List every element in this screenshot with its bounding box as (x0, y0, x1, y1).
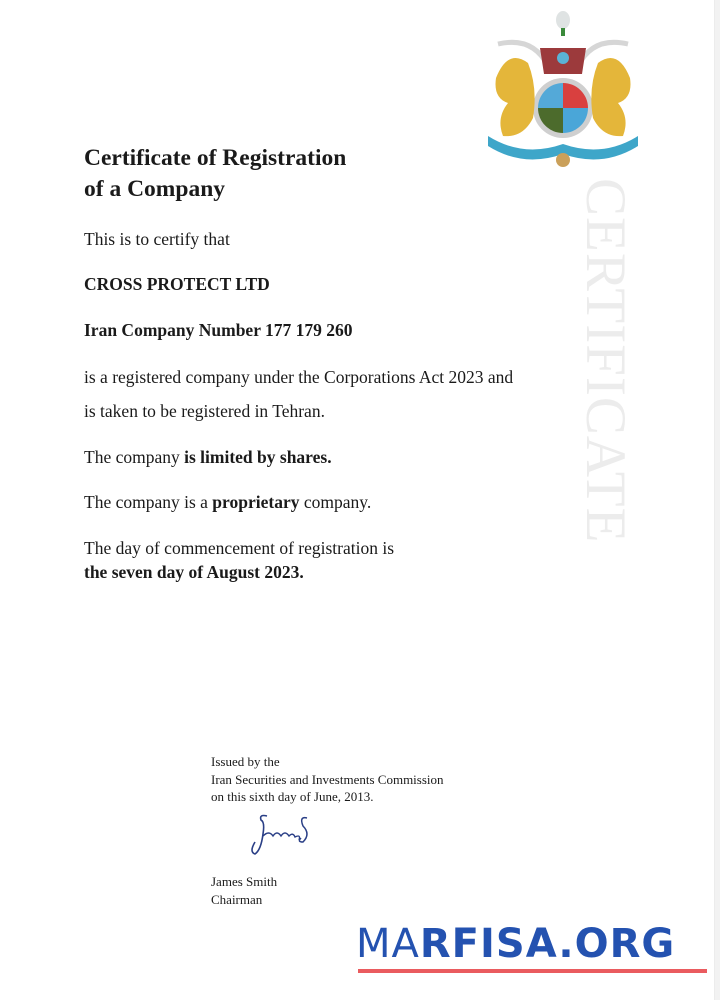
signature-icon (245, 812, 325, 858)
issued-line-1: Issued by the (211, 754, 280, 769)
registered-line-1: is a registered company under the Corporations Act 2023 and (84, 367, 514, 387)
registered-line-2: is taken to be registered in Tehran. (84, 401, 325, 421)
marfisa-brand-logo (356, 922, 675, 966)
proprietary-suffix: company. (299, 492, 372, 512)
certificate-title (84, 143, 346, 205)
brand-underline (358, 969, 707, 973)
signer-block (211, 873, 277, 908)
brand-part-1: MA (356, 921, 420, 967)
signer-title: Chairman (211, 891, 263, 907)
company-number: Iran Company Number 177 179 260 (84, 320, 353, 340)
limited-by-shares (84, 446, 332, 468)
certificate-watermark: CERTIFICATE (574, 178, 637, 544)
issued-line-2: Iran Securities and Investments Commission (211, 771, 444, 787)
coat-of-arms-icon (478, 8, 648, 170)
commencement-line-2: the seven day of August 2023. (84, 562, 304, 582)
title-line-2: of a Company (84, 176, 226, 202)
signer-name: James Smith (211, 874, 278, 889)
proprietary-bold: proprietary (212, 492, 300, 512)
proprietary-prefix: The company is a (84, 492, 213, 512)
title-line-1: Certificate of Registration (84, 145, 347, 171)
limited-bold: is limited by shares. (184, 447, 332, 467)
issued-line-3: on this sixth day of June, 2013. (211, 789, 374, 804)
page-edge (714, 0, 720, 1000)
issuance-block (211, 753, 444, 806)
commencement-line-1: The day of commencement of registration is (84, 538, 395, 558)
certify-intro: This is to certify that (84, 229, 230, 249)
brand-part-2: RFISA.ORG (419, 921, 676, 967)
proprietary-company (84, 491, 371, 513)
company-name: CROSS PROTECT LTD (84, 274, 270, 294)
limited-prefix: The company (84, 447, 185, 467)
